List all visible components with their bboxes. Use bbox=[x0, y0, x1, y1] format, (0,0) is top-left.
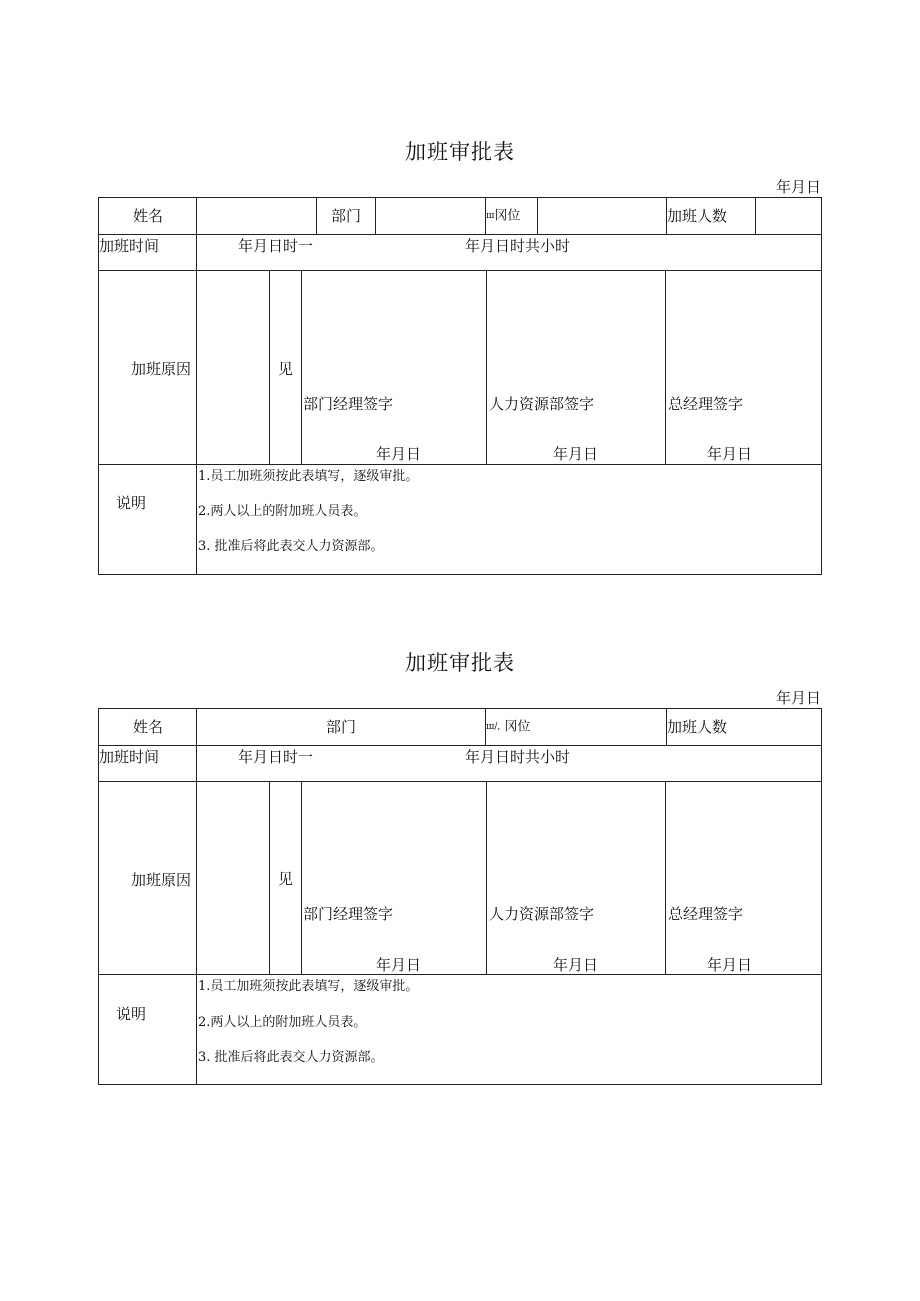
form-title: 加班审批表 bbox=[405, 140, 515, 164]
dept-manager-date: 年月日 bbox=[376, 445, 422, 463]
time-end: 年月日时共小时 bbox=[465, 237, 571, 255]
count-field[interactable] bbox=[750, 710, 820, 744]
gm-sign-label: 总经理签字 bbox=[668, 905, 744, 923]
notes-label: 说明 bbox=[116, 494, 147, 512]
dept-manager-sign-label: 部门经理签字 bbox=[303, 905, 394, 923]
time-start: 年月日时一 bbox=[238, 748, 314, 766]
notes-label: 说明 bbox=[116, 1005, 147, 1023]
time-label: 加班时间 bbox=[99, 748, 160, 766]
name-field[interactable] bbox=[198, 710, 318, 744]
reason-label: 加班原因 bbox=[131, 871, 192, 889]
time-start: 年月日时一 bbox=[238, 237, 314, 255]
post-label: 冈位 bbox=[504, 719, 531, 735]
opinion-label: 见 bbox=[278, 360, 294, 378]
count-label: 加班人数 bbox=[667, 718, 728, 736]
post-label-cell bbox=[486, 718, 530, 737]
hr-sign-label: 人力资源部签字 bbox=[489, 905, 595, 923]
gm-sign-label: 总经理签字 bbox=[668, 395, 744, 413]
note-item-3: 3. 批准后将此表交人力资源部。 bbox=[198, 539, 384, 554]
post-mark: ш/, bbox=[486, 722, 501, 732]
count-label: 加班人数 bbox=[667, 207, 728, 225]
note-item-3: 3. 批准后将此表交人力资源部。 bbox=[198, 1050, 384, 1065]
note-item-1: 1.员工加班须按此表填写，逐级审批。 bbox=[198, 469, 419, 484]
note-item-2: 2.两人以上的附加班人员表。 bbox=[198, 1015, 367, 1030]
note-item-1: 1.员工加班须按此表填写，逐级审批。 bbox=[198, 979, 419, 994]
dept-manager-date: 年月日 bbox=[376, 956, 422, 974]
dept-label: 部门 bbox=[331, 207, 362, 225]
name-label: 姓名 bbox=[133, 207, 164, 225]
reason-field[interactable] bbox=[198, 783, 268, 973]
gm-date: 年月日 bbox=[707, 956, 753, 974]
gm-date: 年月日 bbox=[707, 445, 753, 463]
dept-field[interactable] bbox=[380, 710, 484, 744]
name-label: 姓名 bbox=[133, 718, 164, 736]
opinion-label: 见 bbox=[278, 870, 294, 888]
time-label: 加班时间 bbox=[99, 237, 160, 255]
note-item-2: 2.两人以上的附加班人员表。 bbox=[198, 504, 367, 519]
dept-label: 部门 bbox=[326, 718, 357, 736]
post-field[interactable] bbox=[540, 710, 665, 744]
form-date: 年月日 bbox=[775, 689, 821, 707]
post-mark: ш bbox=[486, 211, 495, 221]
time-end: 年月日时共小时 bbox=[465, 748, 571, 766]
hr-sign-label: 人力资源部签字 bbox=[489, 395, 595, 413]
form-title: 加班审批表 bbox=[405, 651, 515, 675]
hr-date: 年月日 bbox=[553, 956, 599, 974]
form-date: 年月日 bbox=[775, 178, 821, 196]
reason-label: 加班原因 bbox=[131, 360, 192, 378]
dept-manager-sign-label: 部门经理签字 bbox=[303, 395, 394, 413]
hr-date: 年月日 bbox=[553, 445, 599, 463]
post-label: 冈位 bbox=[494, 208, 521, 224]
